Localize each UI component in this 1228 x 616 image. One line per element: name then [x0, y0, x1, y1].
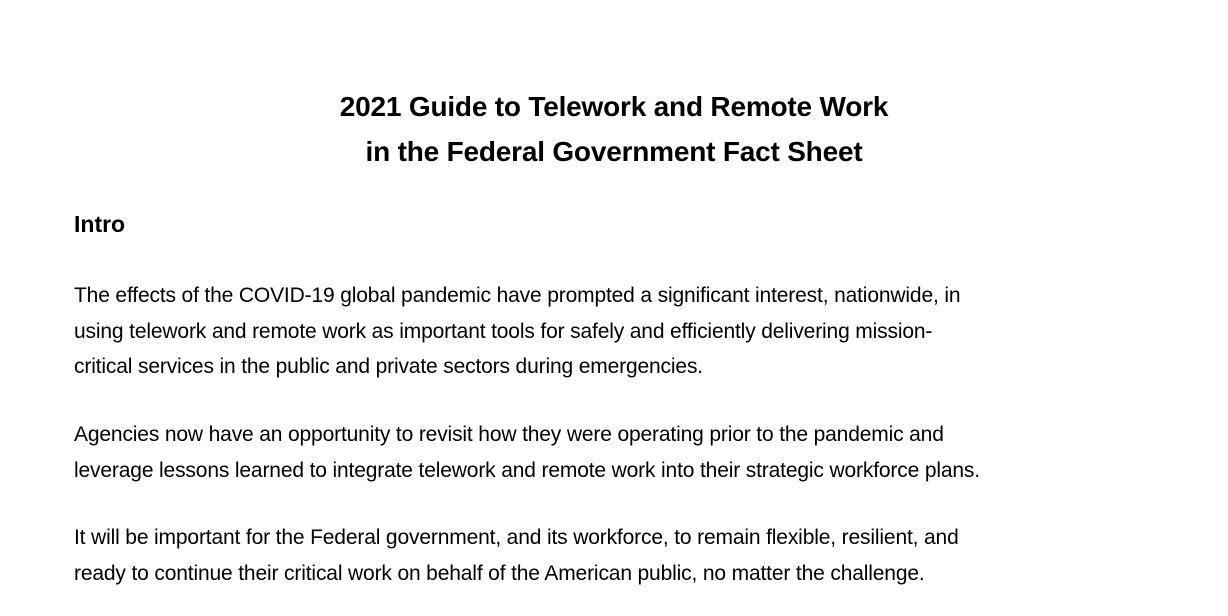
document-title-line: in the Federal Government Fact Sheet — [365, 136, 863, 167]
document-title-line: 2021 Guide to Telework and Remote Work — [339, 91, 889, 122]
document-title — [0, 84, 1228, 174]
paragraph-line: leverage lessons learned to integrate telework and remote work into their strategic workforce plans. — [74, 458, 980, 482]
paragraph-line: Agencies now have an opportunity to revisit how they were operating prior to the pandemic and — [74, 423, 944, 446]
paragraph-line: The effects of the COVID-19 global pandemic have prompted a significant interest, nationwide, in — [74, 284, 961, 307]
paragraph-line: using telework and remote work as important tools for safely and efficiently delivering mission- — [74, 319, 933, 343]
paragraph — [74, 417, 1194, 488]
paragraph-line: critical services in the public and private sectors during emergencies. — [74, 355, 703, 378]
section-heading-intro: Intro — [74, 211, 126, 237]
paragraph-line: It will be important for the Federal government, and its workforce, to remain flexible, resilient, and — [74, 526, 959, 549]
paragraph — [74, 520, 1194, 591]
paragraph — [74, 278, 1194, 385]
paragraph-line: ready to continue their critical work on behalf of the American public, no matter the challenge. — [74, 561, 925, 585]
